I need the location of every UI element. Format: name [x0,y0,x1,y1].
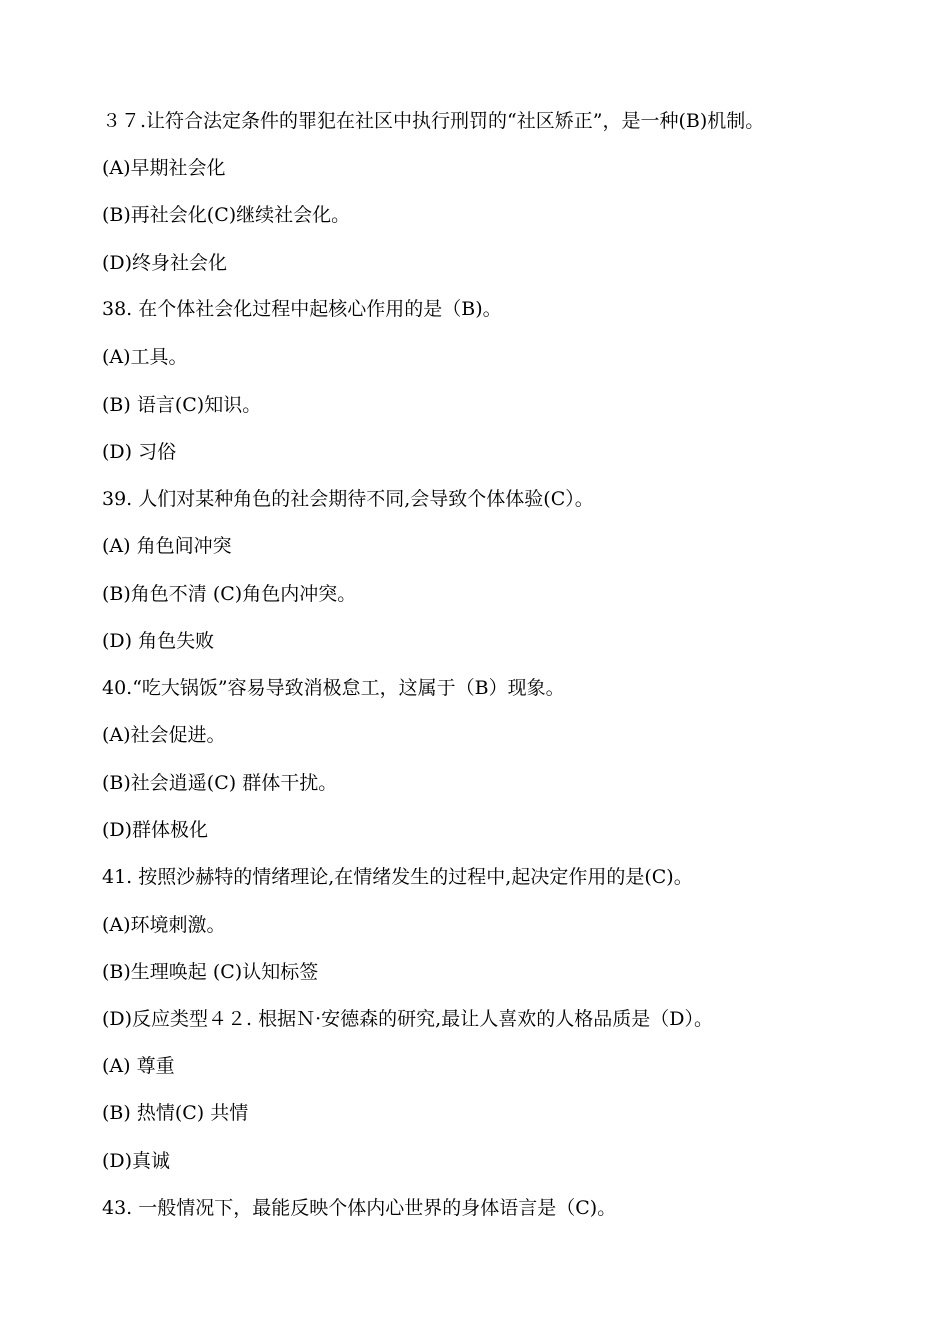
question-40-option-a: (A)社会促进。 [102,724,226,746]
question-41-stem: 41. 按照沙赫特的情绪理论,在情绪发生的过程中,起决定作用的是(C)。 [102,866,693,888]
question-41-d-and-42-stem: (D)反应类型４２. 根据Ｎ·安德森的研究,最让人喜欢的人格品质是（D）。 [102,1008,713,1030]
question-39-stem: 39. 人们对某种角色的社会期待不同,会导致个体体验(C）。 [102,488,594,510]
question-37-option-a: (A)早期社会化 [102,157,226,179]
question-41-options-b-c: (B)生理唤起 (C)认知标签 [102,961,319,983]
question-42-option-d: (D)真诚 [102,1150,171,1172]
question-39-option-d: (D) 角色失败 [102,630,215,652]
question-37-stem: ３７.让符合法定条件的罪犯在社区中执行刑罚的“社区矫正”，是一种(B)机制。 [102,110,765,132]
question-40-stem: 40.“吃大锅饭”容易导致消极怠工，这属于（B）现象。 [102,677,565,699]
question-39-option-a: (A) 角色间冲突 [102,535,232,557]
question-42-option-a: (A) 尊重 [102,1055,175,1077]
question-43-stem: 43. 一般情况下，最能反映个体内心世界的身体语言是（C)。 [102,1197,617,1219]
question-38-options-b-c: (B) 语言(C)知识。 [102,394,262,416]
question-42-options-b-c: (B) 热情(C) 共情 [102,1102,249,1124]
question-38-option-d: (D) 习俗 [102,441,177,463]
question-41-option-a: (A)环境刺激。 [102,914,226,936]
question-37-options-b-c: (B)再社会化(C)继续社会化。 [102,204,351,226]
question-40-options-b-c: (B)社会逍遥(C) 群体干扰。 [102,772,338,794]
question-37-option-d: (D)终身社会化 [102,252,228,274]
question-40-option-d: (D)群体极化 [102,819,209,841]
question-38-option-a: (A)工具。 [102,346,188,368]
question-38-stem: 38. 在个体社会化过程中起核心作用的是（B)。 [102,298,502,320]
question-39-options-b-c: (B)角色不清 (C)角色内冲突。 [102,583,357,605]
